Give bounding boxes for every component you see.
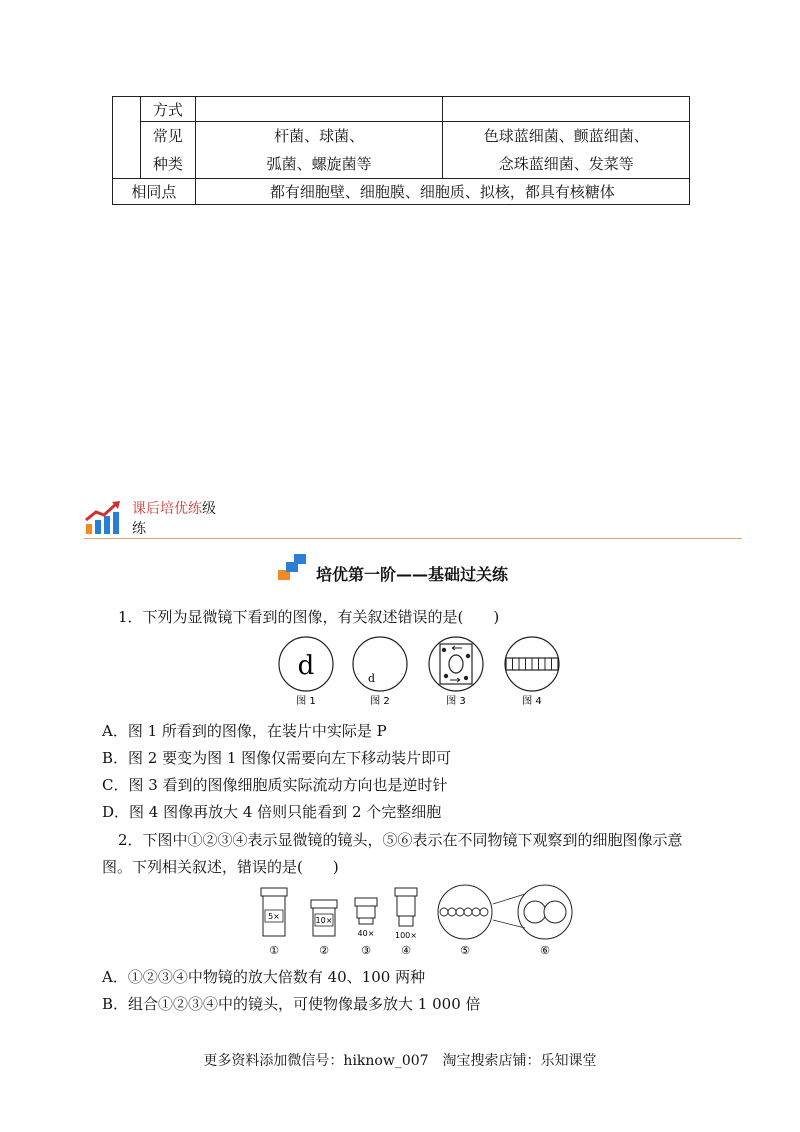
- q1-option-b: B．图 2 要变为图 1 图像仅需要向左下移动装片即可: [102, 749, 452, 767]
- fig2-label-3: ③: [361, 944, 371, 957]
- lens-2-eyepiece: [311, 900, 337, 936]
- view-6: [518, 885, 572, 939]
- fig2-letter: d: [368, 672, 376, 685]
- fig2-label-2: ②: [319, 944, 329, 957]
- q1-option-c: C．图 3 看到的图像细胞质实际流动方向也是逆时针: [102, 776, 448, 794]
- fig3-circle: [429, 637, 483, 691]
- growth-chart-icon: [84, 500, 124, 536]
- section-title: [132, 499, 222, 539]
- lens-2-mark: 10×: [315, 916, 333, 925]
- lens-1-mark: 5×: [268, 912, 280, 921]
- species-label-line1: 常见: [152, 127, 183, 145]
- fig2-label-1: ①: [269, 944, 279, 957]
- table-cell-method-label: 方式: [140, 97, 195, 122]
- bacteria-species-line2: 弧菌、螺旋菌等: [266, 155, 372, 173]
- table-cell-cyano-species: [443, 122, 690, 179]
- table-cell-empty: [113, 97, 141, 179]
- q1-microscope-figures: [276, 636, 566, 708]
- lens-3-mark: 40×: [357, 929, 375, 938]
- section-divider: [84, 538, 742, 539]
- table-cell-same-value: 都有细胞壁、细胞膜、细胞质、拟核，都具有核糖体: [195, 179, 689, 205]
- q2-stem-line2: 图。下列相关叙述，错误的是( ): [102, 858, 339, 876]
- section-title-black-1: 级: [202, 501, 216, 517]
- cyano-species-line1: 色球蓝细菌、颤蓝细菌、: [483, 127, 649, 145]
- cyano-species-line2: 念珠蓝细菌、发菜等: [498, 155, 634, 173]
- species-label-line2: 种类: [152, 155, 183, 173]
- table-cell-same-label: 相同点: [113, 179, 196, 205]
- fig-label-4: 图 4: [522, 696, 542, 707]
- fig2-label-6: ⑥: [540, 944, 550, 957]
- comparison-table: [112, 96, 690, 205]
- bacteria-species-line1: 杆菌、球菌、: [274, 127, 365, 145]
- section-title-black-2: 练: [132, 521, 146, 537]
- view-5: [438, 885, 492, 939]
- table-cell-species-label: [140, 122, 195, 179]
- table-cell-bacteria-species: [195, 122, 443, 179]
- q1-option-a: A．图 1 所看到的图像，在装片中实际是 P: [102, 722, 387, 740]
- fig1-letter: d: [297, 651, 315, 681]
- fig2-label-4: ④: [401, 944, 411, 957]
- q2-option-b: B．组合①②③④中的镜头，可使物像最多放大 1 000 倍: [102, 995, 481, 1013]
- section-title-red: 课后培优练: [132, 501, 202, 517]
- fig-label-2: 图 2: [370, 696, 390, 707]
- q1-option-d: D．图 4 图像再放大 4 倍则只能看到 2 个完整细胞: [102, 803, 442, 821]
- lens-4-mark: 100×: [395, 931, 417, 940]
- fig-label-1: 图 1: [296, 696, 316, 707]
- q2-lens-figures: [255, 884, 585, 958]
- q2-option-a: A．①②③④中物镜的放大倍数有 40、100 两种: [102, 968, 426, 986]
- lens-4-objective: [395, 888, 417, 940]
- fig-label-3: 图 3: [446, 696, 466, 707]
- table-cell-empty: [195, 97, 443, 122]
- lens-3-objective: [355, 898, 377, 938]
- table-cell-empty: [443, 97, 690, 122]
- q1-stem: 1．下列为显微镜下看到的图像，有关叙述错误的是( ): [118, 608, 500, 626]
- lens-1-eyepiece: [261, 888, 287, 936]
- q2-stem-line1: 2．下图中①②③④表示显微镜的镜头，⑤⑥表示在不同物镜下观察到的细胞图像示意: [118, 831, 683, 849]
- fig2-circle: [353, 637, 407, 691]
- page-footer: 更多资料添加微信号：hiknow_007 淘宝搜索店铺：乐知课堂: [203, 1053, 597, 1069]
- stairs-icon: [278, 552, 312, 580]
- stage-title: 培优第一阶——基础过关练: [316, 565, 509, 584]
- fig2-label-5: ⑤: [460, 944, 470, 957]
